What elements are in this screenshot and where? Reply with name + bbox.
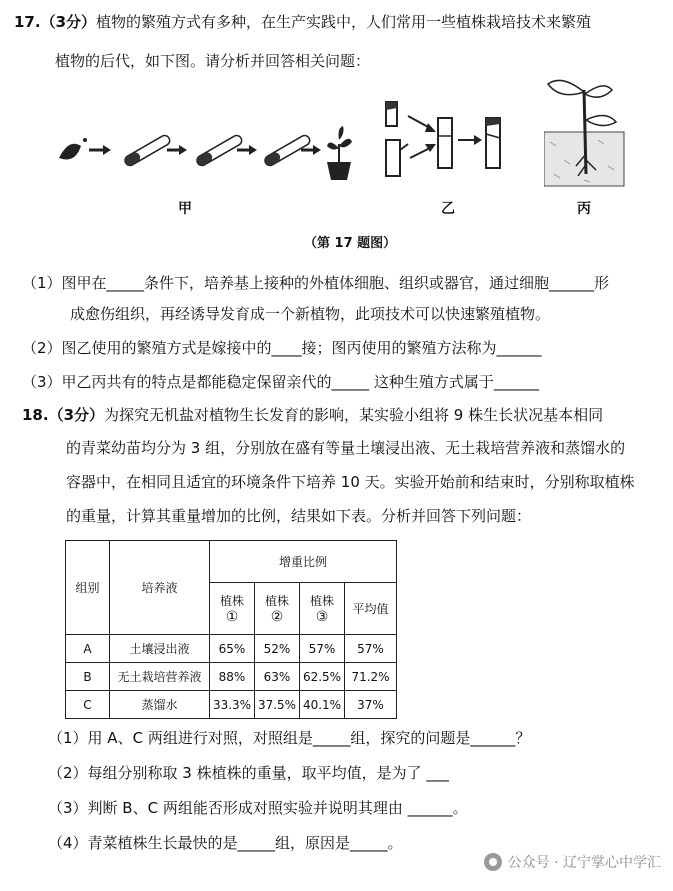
figure-label-bing: 丙 xyxy=(577,201,591,217)
q18-stem-text1: 为探究无机盐对植物生长发育的影响，某实验小组将 9 株生长状况基本相同 xyxy=(104,406,604,424)
q17-stem-line1 xyxy=(14,12,591,32)
arrow-icon xyxy=(237,145,257,155)
header-solution: 培养液 xyxy=(110,541,210,635)
figure-yi-grafting xyxy=(378,98,508,180)
figure-caption: （第 17 题图） xyxy=(304,236,397,251)
watermark xyxy=(484,852,661,872)
arrow-icon xyxy=(410,144,436,158)
q17-sub1-line2: 成愈伤组织，再经诱导发育成一个新植物，此项技术可以快速繁殖植物。 xyxy=(70,305,551,323)
q18-sub1: （1）用 A、C 两组进行对照，对照组是_____组，探究的问题是______？ xyxy=(48,729,531,747)
q17-sub3: （3）甲乙丙共有的特点是都能稳定保留亲代的_____ 这种生殖方式属于______ xyxy=(22,373,539,391)
table-row: A 土壤浸出液 65% 52% 57% 57% xyxy=(66,635,397,663)
potted-plant-icon xyxy=(327,126,352,180)
watermark-text: 公众号 · 辽宁掌心中学汇 xyxy=(507,855,661,871)
figure-label-yi: 乙 xyxy=(441,201,455,217)
q17-score: （3分） xyxy=(40,13,97,31)
leaf-icon xyxy=(59,144,81,160)
q18-sub2: （2）每组分别称取 3 株植株的重量，取平均值，是为了 ___ xyxy=(48,764,449,782)
header-plant-3: 植株 ③ xyxy=(300,583,345,635)
arrow-icon xyxy=(458,135,482,145)
q17-sub2: （2）图乙使用的繁殖方式是嫁接中的____接；图丙使用的繁殖方法称为______ xyxy=(22,339,542,357)
q17-stem-text1: 植物的繁殖方式有多种，在生产实践中，人们常用一些植株栽培技术来繁殖 xyxy=(96,13,592,31)
grafted-stem-icon xyxy=(486,118,500,168)
q18-stem-line2: 的青菜幼苗均分为 3 组，分别放在盛有等量土壤浸出液、无土栽培营养液和蒸馏水的 xyxy=(66,439,626,457)
q18-score: （3分） xyxy=(48,406,105,424)
arrow-icon xyxy=(89,145,111,155)
q18-sub4: （4）青菜植株生长最快的是_____组，原因是_____。 xyxy=(48,834,403,852)
header-avg: 平均值 xyxy=(345,583,397,635)
q17-number: 17. xyxy=(14,13,41,31)
figure-label-jia: 甲 xyxy=(178,201,192,217)
table-row: C 蒸馏水 33.3% 37.5% 40.1% 37% xyxy=(66,691,397,719)
figure-bing-cutting xyxy=(544,70,626,188)
figure-jia-tissue-culture xyxy=(55,118,355,188)
test-tube-icon xyxy=(123,134,171,168)
q18-stem-line1 xyxy=(22,405,603,425)
arrow-icon xyxy=(408,116,436,132)
q17-sub1-line1: （1）图甲在_____条件下，培养基上接种的外植体细胞、组织或器官，通过细胞______形 xyxy=(22,274,610,292)
grafted-stem-icon xyxy=(438,118,452,168)
q18-sub3: （3）判断 B、C 两组能否形成对照实验并说明其理由 ______。 xyxy=(48,799,468,817)
header-plant-2: 植株 ② xyxy=(255,583,300,635)
test-tube-icon xyxy=(195,134,243,168)
header-group: 组别 xyxy=(66,541,110,635)
scion-icon xyxy=(386,102,397,126)
q18-stem-line4: 的重量，计算其重量增加的比例，结果如下表。分析并回答下列问题： xyxy=(66,507,532,525)
table-row: B 无土栽培营养液 88% 63% 62.5% 71.2% xyxy=(66,663,397,691)
q18-stem-line3: 容器中，在相同且适宜的环境条件下培养 10 天。实验开始前和结束时，分别称取植株 xyxy=(66,473,635,491)
header-plant-1: 植株 ① xyxy=(210,583,255,635)
results-table xyxy=(65,540,397,719)
wechat-icon xyxy=(484,853,502,871)
arrow-icon xyxy=(167,145,187,155)
q17-stem-line2: 植物的后代，如下图。请分析并回答相关问题： xyxy=(55,52,371,70)
rootstock-icon xyxy=(386,140,408,176)
header-ratio: 增重比例 xyxy=(210,541,397,583)
q18-number: 18. xyxy=(22,406,49,424)
